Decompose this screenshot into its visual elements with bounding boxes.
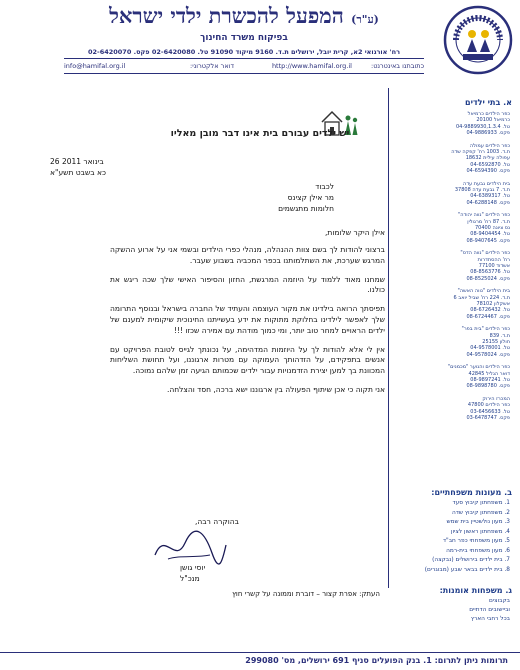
village-detail: טל. 03-6456633 — [470, 408, 510, 415]
village-name: כפר הילדים "נווה יהודה" — [457, 212, 510, 219]
sidebar-section-b-title: ב. מעונות משפחתיים: — [431, 488, 512, 497]
village-name: המכרז הירוק — [482, 395, 510, 402]
hebrew-date: כא בשבט תשע"א — [50, 168, 106, 177]
village-name: כפר הילדים כרמיאל — [467, 111, 510, 117]
village-detail: פקס. 03-6478747 — [466, 415, 510, 421]
signature-blessing: בהוקרה רבה, — [195, 517, 239, 526]
village-detail: ת.ד. 224 רח' שביל יואב 6 — [453, 294, 510, 301]
village-detail: טל. 04-9889930,1.3.4 — [455, 123, 510, 130]
header-divider — [64, 58, 424, 59]
village-detail: פקס. 08-9407645 — [466, 237, 510, 244]
body-paragraph: ברצוני להודות לך בשם צוות ההנהלה, מנהלי כפרי הילדים ובשמי אני על ארוע ההשקה המרגש שערכת, את השתלמותנו בכפר המכביה בשבוע שעבר. — [110, 245, 385, 265]
village-detail: נס ציונה 70400 — [474, 225, 510, 231]
signer-name: יוסי גושן — [180, 563, 206, 572]
header-divider-bottom — [64, 73, 424, 74]
village-detail: ת.ד. 7 גבעת עדה 37808 — [454, 187, 510, 193]
letter-body — [110, 245, 385, 404]
cc-line: העתק: אפרת קצור – דוברת וממונה על קשרי חוץ — [232, 590, 380, 598]
family-home-item: 5. מעון משפחתי כפר חב"ד — [442, 538, 510, 544]
body-paragraph: שמחנו מאוד ללמוד על היוזמה המרגשת, החזון והסיפור האישי שלך שכה ריגש את כולנו. — [110, 274, 385, 295]
family-home-item: 7. בית ילדים בירושלים (נבקצה) — [432, 557, 510, 563]
village-detail: אשדוד 77100 — [478, 263, 510, 269]
family-home-item: 4. משפחתון ראשון לציון — [450, 528, 510, 535]
sidebar-section-c-title: ג. משפחות אומנות: — [439, 586, 512, 595]
family-home-item: 1. משפחתון קיבוץ סעד — [452, 500, 510, 506]
village-detail: פקס. 08-8525024 — [466, 275, 510, 282]
family-home-item: 3. מעון נולשטיין בית שמש — [446, 519, 510, 525]
village-detail: דואר הגליל 42845 — [468, 370, 510, 377]
village-name: כפר הילדים עמולה — [469, 142, 510, 149]
addressee-organization: חלומות מתגשמים — [278, 204, 334, 213]
sidebar-divider — [388, 88, 389, 588]
village-name: בית הילדים גבעת עדה — [463, 180, 510, 187]
foster-family-item: וביישובים הדתיים — [469, 607, 510, 613]
village-detail: פקס. 04-6594390 — [466, 168, 510, 175]
village-detail: חולון 25155 — [482, 339, 510, 345]
body-paragraph: אני תקוה כי אכן שיתוף הפעולה בין ארגוננו ישא ברכה, חסד והצלחה. — [166, 384, 385, 394]
village-name: כפר הילדים והנוער "מכמנים" — [447, 364, 510, 371]
body-paragraph: אין לי אלא להודות לך על היוזמות המדהימה, על נכונתך לגייס לטובת הפרויקט עם אנשים בתפקידם, על הזדהותך העמוקה עם מטרות ארגוננו, ועל תחושת השליחות המכוונת בך למען יצירת הזדמנויות עבור ילדים שכמותם הגיעה זמן שלהם נמוכה. — [110, 344, 385, 376]
motto: יש ילדים עבורם בית אינו דבר מובן מאליו — [170, 128, 350, 139]
donation-info: תרומות ניתן לתרום: 1. בנק הפועלים סניף 691 ירושלים, מס' 299080 — [245, 656, 508, 665]
village-detail: עפולה עילית 18632 — [465, 155, 510, 162]
village-detail: אשקלון 78102 — [476, 301, 510, 307]
village-detail: פקס. 04-9578024 — [466, 351, 510, 358]
greeting: אילן היקר שלומות, — [325, 228, 385, 237]
addressee-to: לכבוד — [315, 182, 334, 191]
supervision-line: בפיקוח משרד החינוך — [200, 33, 288, 43]
village-detail: טל. 08-9897241 — [470, 377, 510, 383]
foster-family-item: בקבוצים — [489, 598, 510, 604]
village-detail: טל. 04-6592870 — [470, 161, 510, 168]
family-home-item: 8. בית ילדים בבאר שבע (מבוגרים) — [424, 566, 510, 573]
contact-row — [64, 62, 424, 72]
village-detail: כפר הילדים 47800 — [467, 402, 510, 409]
letter-date: 26 בינואר 2011 — [50, 157, 104, 166]
village-detail: פקס. 04-6288148 — [466, 199, 510, 206]
foster-family-item: בכל רחבי הארץ — [470, 616, 510, 622]
addressee-name: מר אילן קצינס — [287, 193, 334, 202]
village-detail: כרמיאל 20100 — [476, 117, 510, 124]
village-name: כפר הילדים "בית בפר" — [461, 326, 510, 333]
signer-title: מנכ"ל — [180, 574, 200, 583]
village-detail: ת.ד. 839 — [489, 332, 510, 339]
organization-logo — [443, 4, 513, 76]
email-label: דואר אלקטרוני: — [190, 62, 234, 70]
village-detail: ת.ד. 87 רח' מרגולין — [467, 218, 510, 225]
email-link[interactable]: info@hamifal.org.il — [64, 62, 126, 70]
website-label: כתובתנו באינטרנט: — [371, 62, 424, 70]
sidebar-section-a-title: א. בתי ילדים — [465, 98, 512, 107]
family-home-item: 2. משפחתון קיבוץ שדה — [451, 509, 510, 516]
family-home-item: 6. מעון משפחתי בית-רמה — [446, 547, 510, 554]
organization-name: (ע"ר) המפעל להכשרת ילדי ישראל — [109, 3, 379, 28]
body-paragraph: תפיסתך הרואה בילדינו את מקור העוצמה והעתיד של החברה בישראל ובנוסף התרומה שלך לאפשר לילדינו בחלוקת מתוקות את ידע בעשייתנו החינוכית שיקומית למענם של ילדים הראויים למחר טוב יותר, ומי כמוך מודהת עם אמירה שכזו !!! — [110, 304, 385, 335]
village-detail: טל. 08-8563776 — [470, 269, 510, 276]
village-detail: רח' ההסתדרות — [477, 256, 510, 263]
organization-address: רח' אורגואי 2א, קרית יובל, ירושלים ת.ד. 9160 מיקוד 91090 טל. 02-6420080 פקס. 02-6420070 — [87, 48, 401, 56]
village-detail: טל. 04-6389317 — [470, 193, 510, 200]
village-detail: פקס. 08-6724467 — [466, 313, 510, 320]
website-link[interactable]: http://www.hamifal.org.il — [271, 62, 352, 70]
village-detail: טל. 08-6726432 — [470, 307, 510, 314]
village-detail: טל. 08-9404454 — [470, 231, 510, 238]
village-name: בית הילדים "נווה האשה" — [457, 288, 510, 295]
village-detail: ת.ד. 1003 רח' קפקה שדה — [451, 149, 510, 155]
footer-divider — [0, 652, 520, 653]
village-detail: פקס. 04-9886933 — [466, 130, 510, 137]
village-detail: פקס. 08-9898780 — [466, 383, 510, 390]
village-name: כפר הילדים "נווה הדס" — [460, 250, 510, 257]
village-detail: טל. 04-9578001 — [470, 345, 510, 352]
